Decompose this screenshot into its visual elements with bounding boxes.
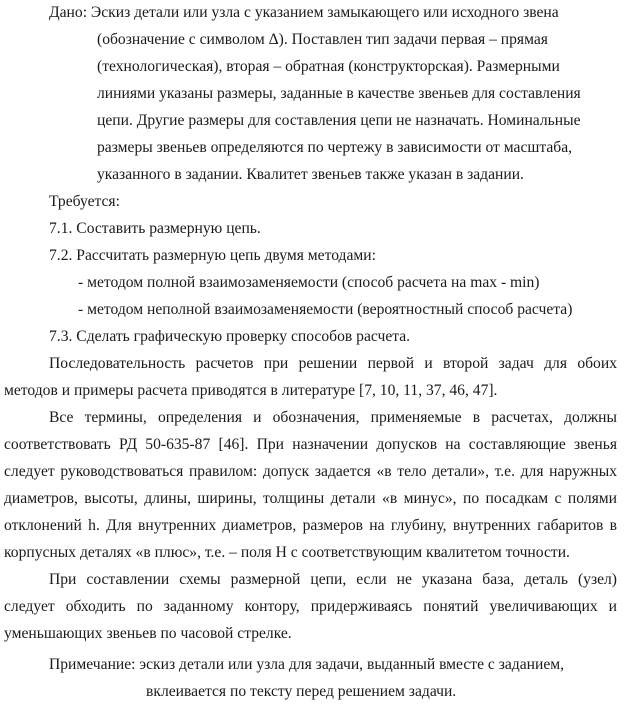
paragraph-line: соответствовать РД 50-635-87 [46]. При назначении допусков на составляющие звенья [4,436,617,453]
required-heading: Требуется: [49,193,120,210]
note-line-1: Примечание: эскиз детали или узла для задачи, выданный вместе с заданием, [49,656,565,673]
paragraph-line: методов и примеры расчета приводятся в литературе [7, 10, 11, 37, 46, 47]. [4,382,498,399]
paragraph-line: уменьшающих звеньев по часовой стрелке. [4,625,292,642]
required-item-7-3: 7.3. Сделать графическую проверку способов расчета. [49,328,411,345]
method-partial-interchangeability: - методом неполной взаимозаменяемости (вероятностный способ расчета) [78,301,573,318]
paragraph-line: При составлении схемы размерной цепи, если не указана база, деталь (узел) [49,571,617,588]
paragraph-line: Последовательность расчетов при решении первой и второй задач для обоих [49,355,617,372]
paragraph-line: следует руководствоваться правилом: допуск задается «в тело детали», т.е. для наружных [4,463,617,480]
given-line-6: размеры звеньев определяются по чертежу в зависимости от масштаба, [97,139,573,156]
method-full-interchangeability: - методом полной взаимозаменяемости (способ расчета на max - min) [78,274,540,291]
required-item-7-2: 7.2. Рассчитать размерную цепь двумя методами: [49,247,376,264]
paragraph-line: отклонений h. Для внутренних диаметров, размеров на глубину, внутренних габаритов в [4,517,617,534]
paragraph-line: диаметров, высоты, длины, ширины, толщины детали «в минус», по посадкам с полями [4,490,617,507]
given-line-7: указанного в задании. Квалитет звеньев также указан в задании. [97,166,524,183]
given-line-3: (технологическая), вторая – обратная (конструкторская). Размерными [97,58,560,75]
given-line-2: (обозначение с символом Δ). Поставлен тип задачи первая – прямая [97,31,548,48]
paragraph-line: Все термины, определения и обозначения, применяемые в расчетах, должны [49,409,617,426]
given-line-4: линиями указаны размеры, заданные в качестве звеньев для составления [97,85,581,102]
note-line-2: вклеивается по тексту перед решением задачи. [146,683,457,700]
paragraph-line: следует обходить по заданному контору, придерживаясь понятий увеличивающих и [4,598,617,615]
given-line-5: цепи. Другие размеры для составления цепи не назначать. Номинальные [97,112,581,129]
paragraph-line: корпусных деталях «в плюс», т.е. – поля H с соответствующим квалитетом точности. [4,544,570,561]
given-line-1: Дано: Эскиз детали или узла с указанием замыкающего или исходного звена [49,4,559,21]
required-item-7-1: 7.1. Составить размерную цепь. [49,220,261,237]
